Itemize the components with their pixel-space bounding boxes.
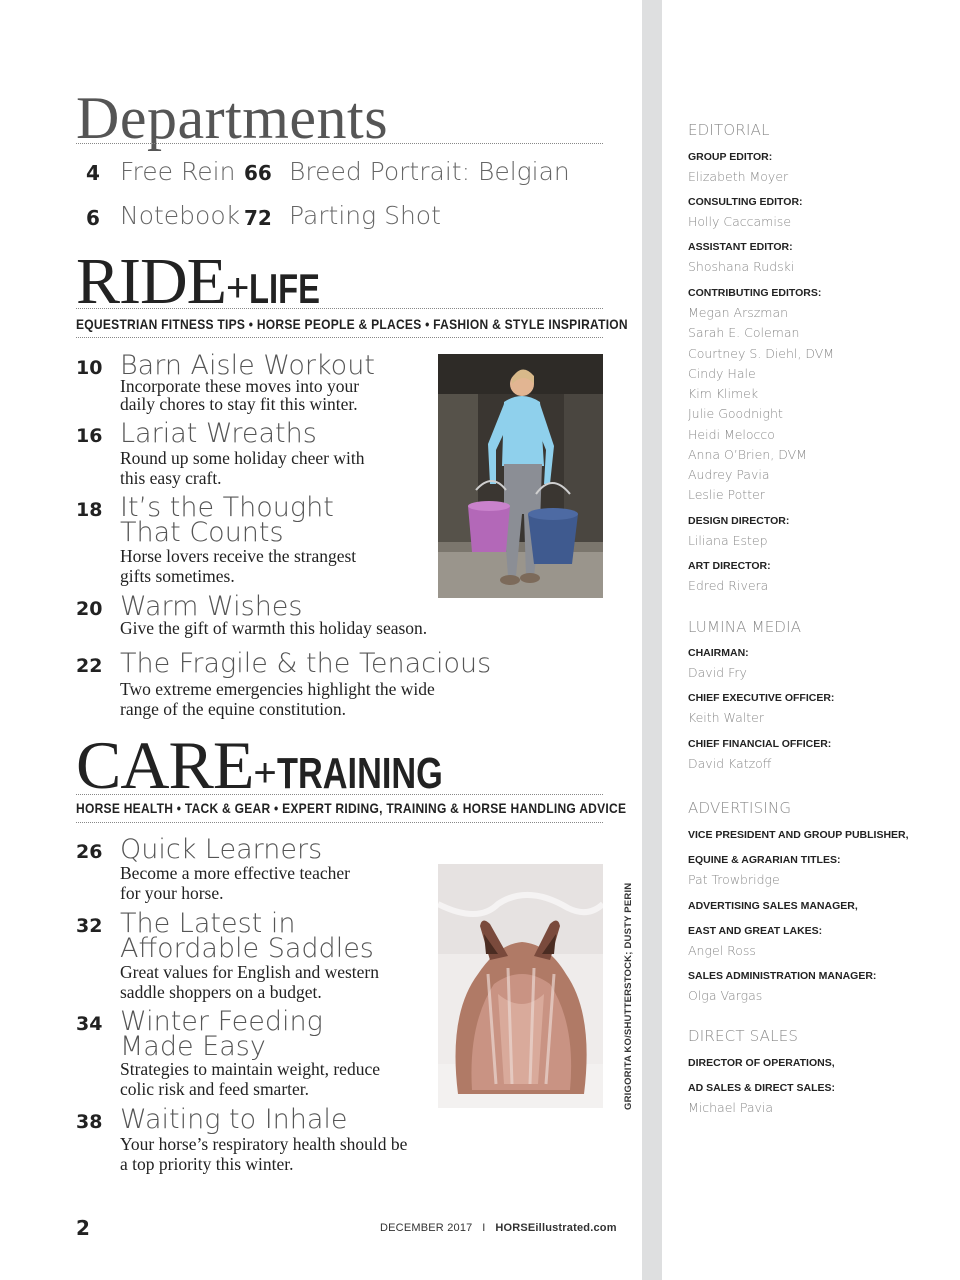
masthead-label: SALES ADMINISTRATION MANAGER:	[688, 970, 877, 982]
section-tagline: EQUESTRIAN FITNESS TIPS • HORSE PEOPLE & PLACES • FASHION & STYLE INSPIRATION	[76, 316, 628, 332]
masthead-name: Elizabeth Moyer	[688, 169, 789, 184]
masthead-label: CONSULTING EDITOR:	[688, 196, 803, 208]
article-description: Incorporate these moves into your daily chores to stay fit this winter.	[120, 376, 360, 414]
article-number: 18	[76, 499, 103, 521]
masthead-name: Michael Pavia	[688, 1100, 774, 1115]
section-heading-main: RIDE	[76, 245, 226, 318]
folio-line	[380, 1222, 617, 1234]
masthead-label: DESIGN DIRECTOR:	[688, 515, 790, 527]
masthead-name: Leslie Potter	[688, 487, 765, 502]
masthead-label: EAST AND GREAT LAKES:	[688, 925, 823, 937]
masthead-label: GROUP EDITOR:	[688, 151, 773, 163]
divider	[76, 794, 603, 795]
masthead-heading-lumina-media: LUMINA MEDIA	[688, 618, 802, 636]
section-heading-main: CARE	[76, 727, 254, 803]
article-description: Give the gift of warmth this holiday season.	[120, 618, 428, 638]
article-number: 20	[76, 598, 103, 620]
article-description: Horse lovers receive the strangest gifts sometimes.	[120, 546, 357, 586]
section-heading-plus: +	[225, 266, 250, 310]
masthead-label: VICE PRESIDENT AND GROUP PUBLISHER,	[688, 829, 909, 841]
article-number: 38	[76, 1111, 103, 1133]
photo-horse-in-snow	[438, 864, 603, 1108]
masthead-name: Courtney S. Diehl, DVM	[688, 346, 835, 361]
masthead-name: Edred Rivera	[688, 578, 769, 593]
divider	[76, 143, 603, 144]
masthead-name: Kim Klimek	[688, 386, 759, 401]
masthead-name: Cindy Hale	[688, 366, 756, 381]
masthead-name: Holly Caccamise	[688, 214, 792, 229]
section-tagline: HORSE HEALTH • TACK & GEAR • EXPERT RIDING, TRAINING & HORSE HANDLING ADVICE	[76, 800, 627, 816]
folio-date: DECEMBER 2017	[380, 1222, 473, 1234]
article-number: 22	[76, 655, 103, 677]
dept-number: 6	[86, 206, 100, 230]
dept-number: 72	[244, 206, 272, 230]
article-number: 10	[76, 357, 103, 379]
masthead-name: Anna O’Brien, DVM	[688, 447, 807, 462]
masthead-name: Audrey Pavia	[688, 467, 770, 482]
article-title-fragile-tenacious[interactable]: The Fragile & the Tenacious	[120, 648, 492, 679]
article-description: Strategies to maintain weight, reduce colic risk and feed smarter.	[120, 1059, 380, 1099]
masthead-label: ART DIRECTOR:	[688, 560, 771, 572]
article-description: Great values for English and western saddle shoppers on a budget.	[120, 962, 380, 1002]
masthead-name: Megan Arszman	[688, 305, 789, 320]
dept-number: 66	[244, 161, 272, 185]
photo-credit: GRIGORITA KO/SHUTTERSTOCK; DUSTY PERIN	[623, 882, 634, 1110]
masthead-name: David Fry	[688, 665, 747, 680]
article-description: Your horse’s respiratory health should be a top priority this winter.	[120, 1134, 408, 1174]
photo-woman-carrying-buckets-art	[438, 354, 603, 598]
masthead-name: Pat Trowbridge	[688, 872, 780, 887]
article-number: 16	[76, 425, 103, 447]
masthead-label: CHAIRMAN:	[688, 647, 749, 659]
masthead-label: ADVERTISING SALES MANAGER,	[688, 900, 858, 912]
photo-horse-in-snow-art	[438, 864, 603, 1108]
masthead-name: Heidi Melocco	[688, 427, 775, 442]
section-heading-care-training	[76, 726, 489, 803]
masthead-name: Angel Ross	[688, 943, 756, 958]
masthead-label: AD SALES & DIRECT SALES:	[688, 1082, 836, 1094]
article-title-its-the-thought[interactable]: It’s the Thought That Counts	[120, 492, 334, 548]
masthead-label: EQUINE & AGRARIAN TITLES:	[688, 854, 841, 866]
masthead-heading-editorial: EDITORIAL	[688, 121, 770, 139]
divider	[76, 337, 603, 338]
page-title: Departments	[76, 85, 389, 151]
masthead-heading-direct-sales: DIRECT SALES	[688, 1027, 799, 1045]
article-description: Become a more effective teacher for your horse.	[120, 863, 350, 903]
divider	[76, 308, 603, 309]
folio-site[interactable]: HORSEillustrated.com	[495, 1222, 617, 1234]
masthead-name: David Katzoff	[688, 756, 772, 771]
article-number: 34	[76, 1013, 103, 1035]
article-number: 26	[76, 841, 103, 863]
dept-link-breed-portrait[interactable]: Breed Portrait: Belgian	[289, 157, 570, 186]
masthead-name: Liliana Estep	[688, 533, 768, 548]
masthead-heading-advertising: ADVERTISING	[688, 799, 792, 817]
article-title-warm-wishes[interactable]: Warm Wishes	[120, 591, 303, 622]
dept-link-parting-shot[interactable]: Parting Shot	[289, 201, 441, 230]
gray-divider-bar	[642, 0, 662, 1280]
article-title-lariat-wreaths[interactable]: Lariat Wreaths	[120, 418, 317, 449]
masthead-name: Shoshana Rudski	[688, 259, 795, 274]
article-title-barn-aisle-workout[interactable]: Barn Aisle Workout	[120, 350, 375, 381]
article-description: Two extreme emergencies highlight the wide range of the equine constitution.	[120, 679, 435, 719]
section-heading-plus: +	[253, 751, 277, 795]
masthead-name: Keith Walter	[688, 710, 764, 725]
dept-link-free-rein[interactable]: Free Rein	[120, 157, 236, 186]
masthead-name: Julie Goodnight	[688, 406, 783, 421]
divider	[76, 822, 603, 823]
masthead-name: Sarah E. Coleman	[688, 325, 800, 340]
article-title-winter-feeding[interactable]: Winter Feeding Made Easy	[120, 1006, 323, 1062]
masthead-label: CHIEF FINANCIAL OFFICER:	[688, 738, 832, 750]
masthead-label: CONTRIBUTING EDITORS:	[688, 287, 822, 299]
folio-separator: I	[482, 1222, 486, 1234]
photo-woman-carrying-buckets	[438, 354, 603, 598]
section-heading-sub: TRAINING	[276, 749, 443, 798]
page-number: 2	[76, 1216, 90, 1240]
dept-number: 4	[86, 161, 100, 185]
dept-link-notebook[interactable]: Notebook	[120, 201, 241, 230]
article-title-affordable-saddles[interactable]: The Latest in Affordable Saddles	[120, 908, 374, 964]
masthead-label: CHIEF EXECUTIVE OFFICER:	[688, 692, 835, 704]
article-title-waiting-to-inhale[interactable]: Waiting to Inhale	[120, 1104, 348, 1135]
article-description: Round up some holiday cheer with this easy craft.	[120, 448, 365, 488]
article-number: 32	[76, 915, 103, 937]
masthead-label: DIRECTOR OF OPERATIONS,	[688, 1057, 835, 1069]
section-heading-ride-life	[76, 244, 340, 318]
masthead-label: ASSISTANT EDITOR:	[688, 241, 793, 253]
masthead-name: Olga Vargas	[688, 988, 763, 1003]
article-title-quick-learners[interactable]: Quick Learners	[120, 834, 323, 865]
section-heading-sub: LIFE	[249, 265, 321, 312]
